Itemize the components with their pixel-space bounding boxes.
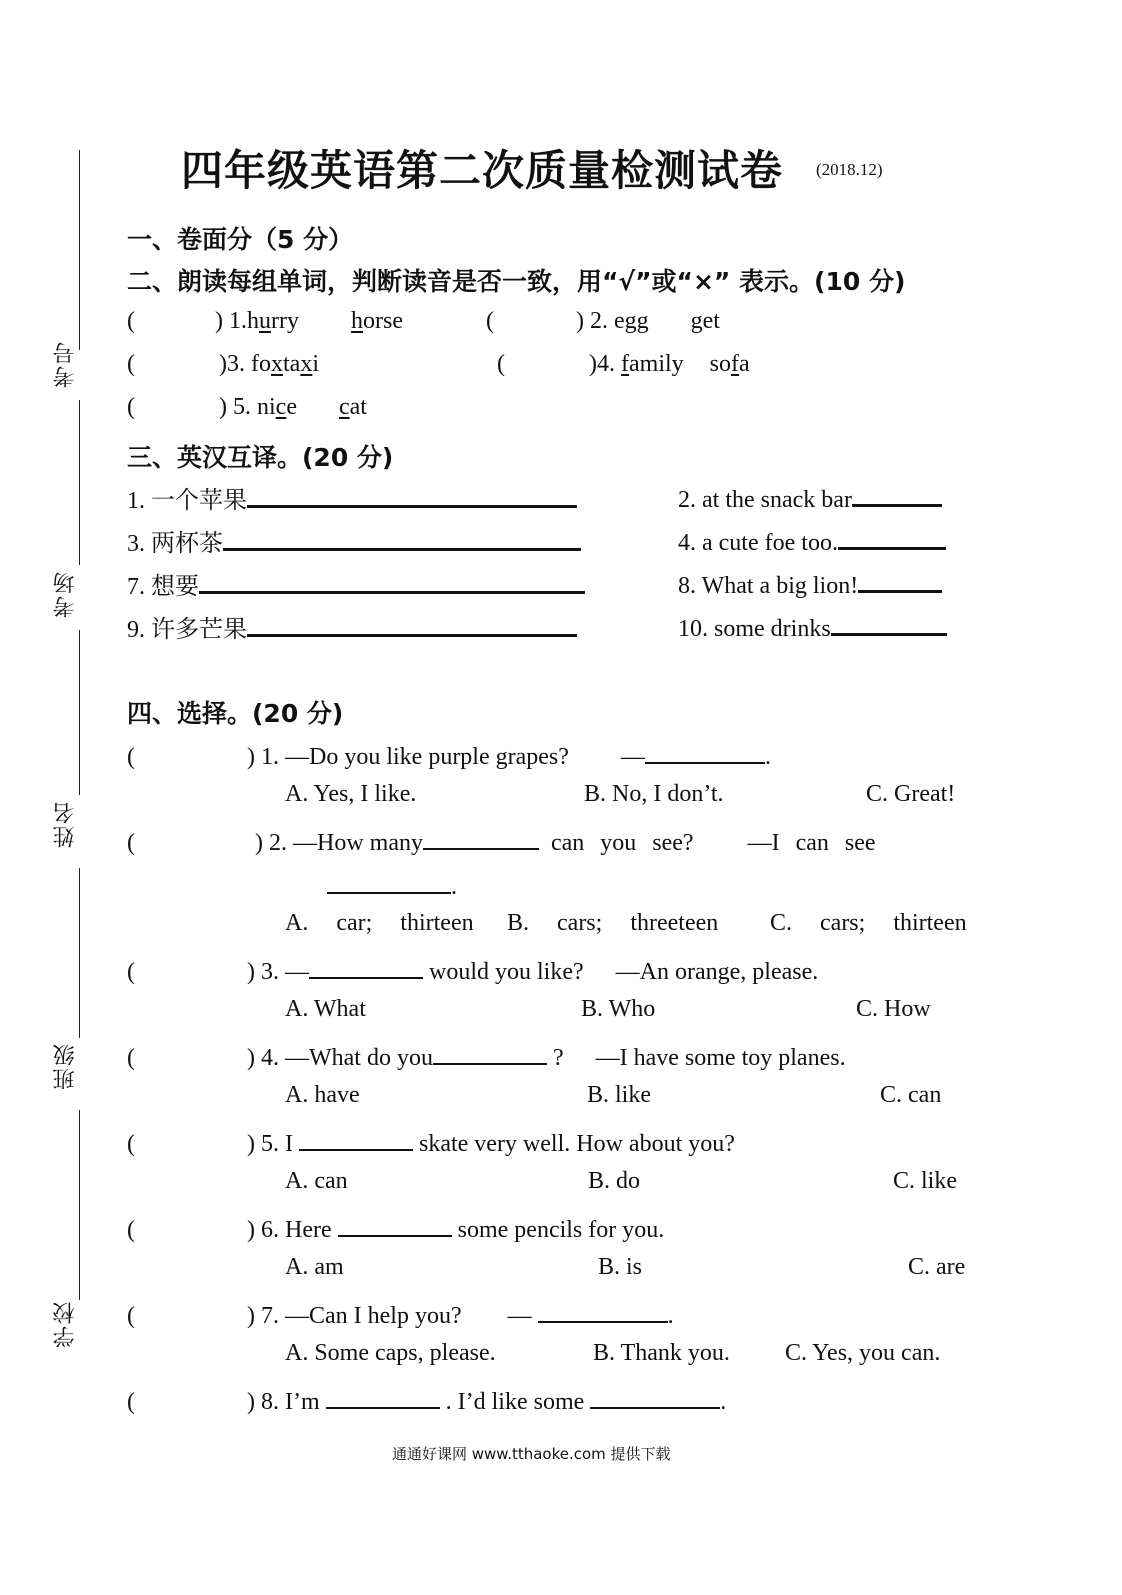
option-b[interactable]: B. is bbox=[598, 1254, 643, 1280]
option-b[interactable]: B. Who bbox=[581, 996, 656, 1022]
answer-blank[interactable] bbox=[852, 480, 942, 507]
translate-item: 10. some drinks bbox=[678, 609, 947, 643]
answer-blank[interactable] bbox=[433, 1039, 547, 1065]
translate-item: 7. 想要 bbox=[127, 566, 585, 601]
option-b[interactable]: B. No, I don’t. bbox=[584, 781, 724, 807]
answer-blank[interactable] bbox=[247, 610, 577, 637]
option-c[interactable]: C. can bbox=[880, 1082, 942, 1108]
binding-line bbox=[79, 400, 80, 565]
option-c[interactable]: C. Great! bbox=[866, 781, 956, 807]
answer-blank[interactable] bbox=[590, 1383, 720, 1409]
answer-blank[interactable] bbox=[223, 524, 581, 551]
exam-number-label: 考号 bbox=[53, 340, 78, 388]
translate-item: 3. 两杯茶 bbox=[127, 523, 581, 558]
option-b[interactable]: B. do bbox=[588, 1168, 641, 1194]
answer-paren-open[interactable]: ( bbox=[127, 744, 135, 770]
answer-paren-open[interactable]: ( bbox=[127, 1045, 135, 1071]
option-a[interactable]: A. car; thirteen bbox=[285, 910, 474, 936]
answer-blank[interactable] bbox=[326, 1383, 440, 1409]
choice-question-2-cont: . bbox=[327, 868, 457, 901]
option-c[interactable]: C. are bbox=[908, 1254, 966, 1280]
option-b[interactable]: B. cars; threeteen bbox=[507, 910, 719, 936]
choice-question-7: ( ) 7. —Can I help you? — . bbox=[127, 1297, 674, 1330]
option-a[interactable]: A. am bbox=[285, 1254, 344, 1280]
answer-paren-open[interactable]: ( bbox=[497, 351, 505, 377]
choice-question-5: ( ) 5. I skate very well. How about you? bbox=[127, 1125, 735, 1158]
option-b[interactable]: B. Thank you. bbox=[593, 1340, 730, 1366]
option-a[interactable]: A. Some caps, please. bbox=[285, 1340, 496, 1366]
school-label: 学校 bbox=[53, 1300, 78, 1348]
answer-paren-open[interactable]: ( bbox=[127, 1303, 135, 1329]
answer-blank[interactable] bbox=[327, 868, 451, 894]
option-a[interactable]: A. What bbox=[285, 996, 366, 1022]
answer-blank[interactable] bbox=[338, 1211, 452, 1237]
option-a[interactable]: A. Yes, I like. bbox=[285, 781, 417, 807]
binding-line bbox=[79, 1110, 80, 1300]
option-c[interactable]: C. cars; thirteen bbox=[770, 910, 967, 936]
exam-room-label: 考场 bbox=[53, 570, 78, 618]
answer-blank[interactable] bbox=[538, 1297, 668, 1323]
answer-blank[interactable] bbox=[309, 953, 423, 979]
exam-date: (2018.12) bbox=[816, 160, 883, 179]
option-c[interactable]: C. How bbox=[856, 996, 931, 1022]
binding-line bbox=[79, 150, 80, 350]
answer-paren-open[interactable]: ( bbox=[127, 351, 135, 377]
answer-paren-open[interactable]: ( bbox=[127, 830, 135, 856]
section-4-heading: 四、选择。(20 分) bbox=[127, 699, 344, 728]
answer-blank[interactable] bbox=[831, 609, 947, 636]
choice-question-3: ( ) 3. — would you like? —An orange, please. bbox=[127, 953, 818, 986]
translate-item: 8. What a big lion! bbox=[678, 566, 942, 600]
binding-line bbox=[79, 868, 80, 1038]
choice-question-8: ( ) 8. I’m . I’d like some . bbox=[127, 1383, 726, 1416]
answer-blank[interactable] bbox=[199, 567, 585, 594]
page-footer: 通通好课网 www.tthaoke.com 提供下载 bbox=[392, 1445, 671, 1463]
answer-blank[interactable] bbox=[645, 738, 765, 764]
class-label: 班级 bbox=[53, 1042, 78, 1090]
choice-question-6: ( ) 6. Here some pencils for you. bbox=[127, 1211, 664, 1244]
answer-paren-open[interactable]: ( bbox=[127, 308, 135, 334]
answer-blank[interactable] bbox=[838, 523, 946, 550]
answer-paren-open[interactable]: ( bbox=[127, 1389, 135, 1415]
choice-question-4: ( ) 4. —What do you ? —I have some toy planes. bbox=[127, 1039, 846, 1072]
answer-paren-open[interactable]: ( bbox=[127, 1131, 135, 1157]
section-2-heading: 二、朗读每组单词，判断读音是否一致，用“√”或“×” 表示。(10 分) bbox=[127, 267, 906, 296]
translate-item: 2. at the snack bar bbox=[678, 480, 942, 514]
translate-item: 4. a cute foe too. bbox=[678, 523, 946, 557]
option-b[interactable]: B. like bbox=[587, 1082, 651, 1108]
page-title: 四年级英语第二次质量检测试卷 bbox=[181, 146, 784, 195]
translate-item: 1. 一个苹果 bbox=[127, 480, 577, 515]
answer-blank[interactable] bbox=[247, 481, 577, 508]
binding-line bbox=[79, 630, 80, 795]
translate-item: 9. 许多芒果 bbox=[127, 609, 577, 644]
phonics-item-3: ( )3. foxtaxi bbox=[127, 351, 319, 377]
answer-blank[interactable] bbox=[423, 824, 539, 850]
phonics-item-4: ( )4. family sofa bbox=[497, 351, 750, 377]
phonics-item-2: ( ) 2. egg get bbox=[486, 308, 720, 334]
answer-paren-open[interactable]: ( bbox=[127, 1217, 135, 1243]
choice-question-1: ( ) 1. —Do you like purple grapes? — . bbox=[127, 738, 771, 771]
answer-blank[interactable] bbox=[858, 566, 942, 593]
option-c[interactable]: C. Yes, you can. bbox=[785, 1340, 941, 1366]
phonics-item-1: ( ) 1.hurry horse bbox=[127, 308, 403, 334]
answer-paren-open[interactable]: ( bbox=[486, 308, 494, 334]
option-a[interactable]: A. can bbox=[285, 1168, 348, 1194]
section-1-heading: 一、卷面分（5 分） bbox=[127, 225, 354, 254]
option-a[interactable]: A. have bbox=[285, 1082, 360, 1108]
section-3-heading: 三、英汉互译。(20 分) bbox=[127, 443, 394, 472]
phonics-item-5: ( ) 5. nice cat bbox=[127, 394, 367, 420]
answer-paren-open[interactable]: ( bbox=[127, 394, 135, 420]
name-label: 姓名 bbox=[53, 800, 78, 848]
choice-question-2: ( ) 2. —How many can you see? —I can see bbox=[127, 824, 876, 857]
option-c[interactable]: C. like bbox=[893, 1168, 957, 1194]
answer-blank[interactable] bbox=[299, 1125, 413, 1151]
answer-paren-open[interactable]: ( bbox=[127, 959, 135, 985]
